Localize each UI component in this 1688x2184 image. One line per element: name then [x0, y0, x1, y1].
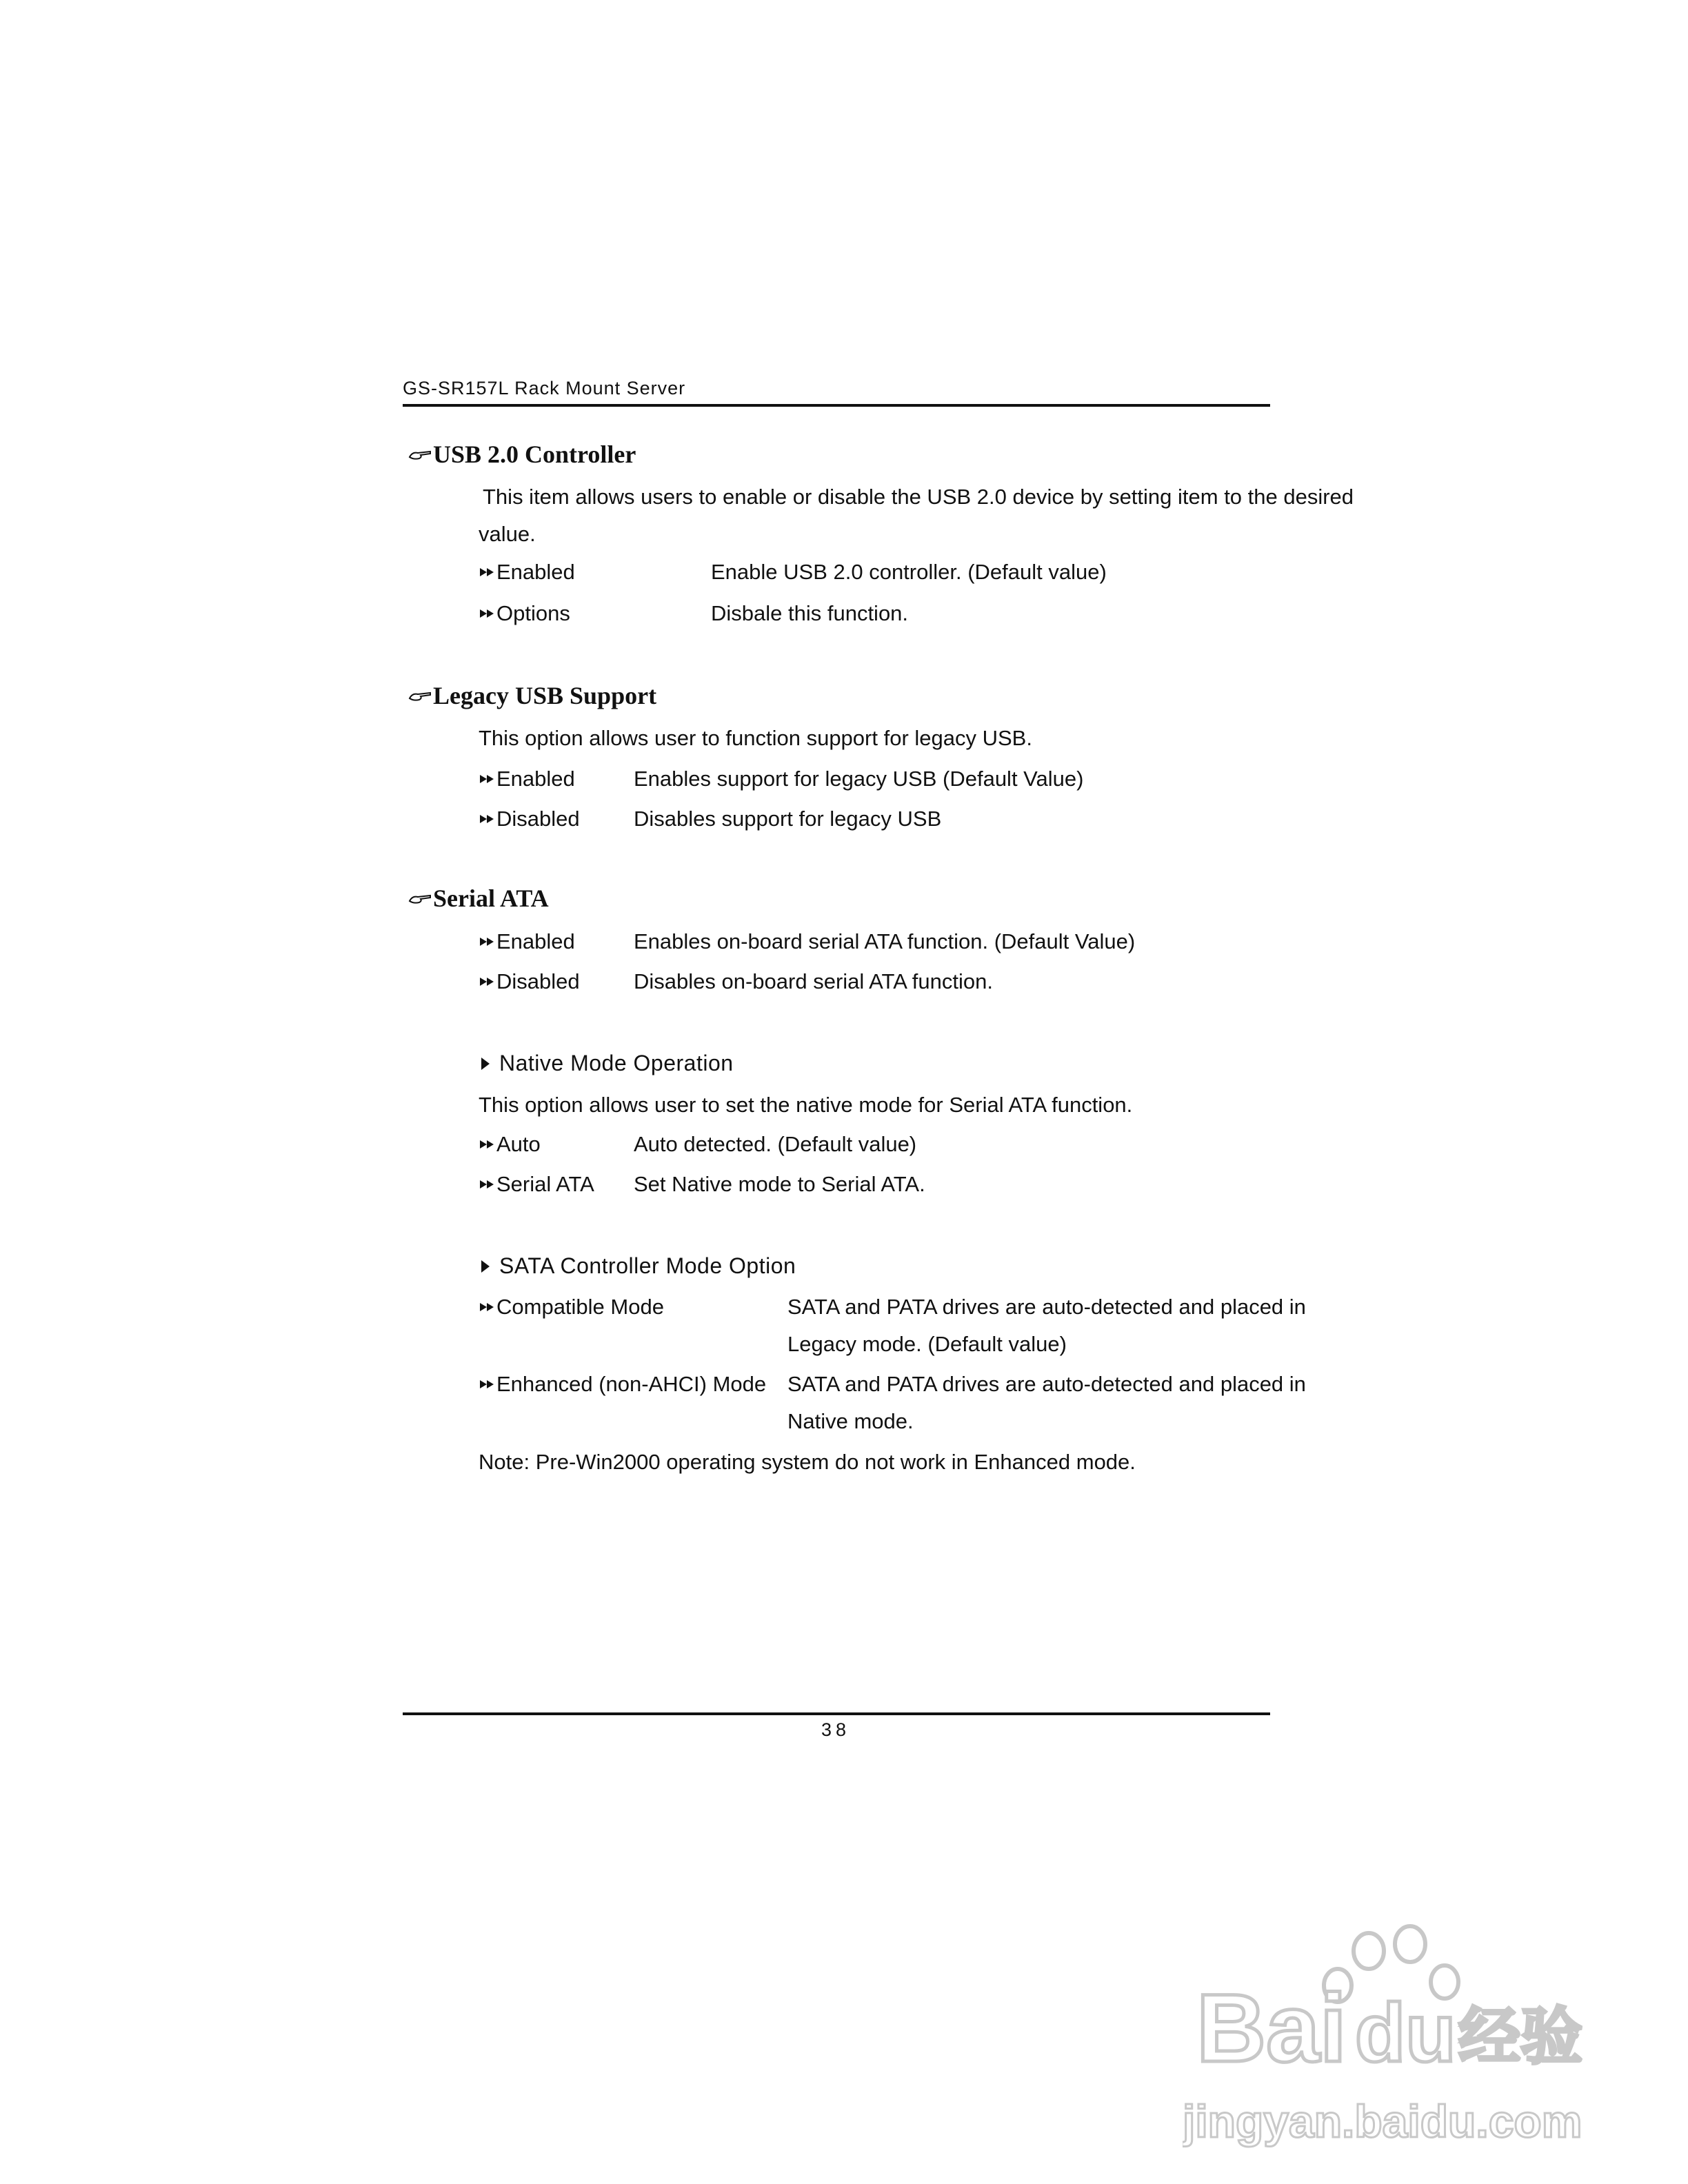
svg-text:Bai: Bai: [1196, 1974, 1347, 2082]
option-label: Disabled: [479, 969, 580, 994]
header-rule: [403, 404, 1270, 407]
subheading-sata-controller-mode: SATA Controller Mode Option: [479, 1253, 796, 1279]
option-label: Disabled: [479, 807, 580, 831]
option-description: Disables support for legacy USB: [634, 807, 942, 831]
option-description: Enables support for legacy USB (Default Value): [634, 767, 1084, 791]
pointing-hand-icon: [408, 689, 432, 702]
option-label: Serial ATA: [479, 1172, 594, 1197]
option-label: Auto: [479, 1132, 541, 1157]
section-title: USB 2.0 Controller: [433, 441, 636, 468]
section-title: Legacy USB Support: [433, 682, 657, 709]
double-arrow-icon: [479, 936, 496, 948]
option-description: Disbale this function.: [711, 601, 909, 625]
section-description: This option allows user to function support for legacy USB.: [479, 726, 1032, 750]
option-label: Compatible Mode: [479, 1295, 664, 1320]
svg-text:du: du: [1355, 1987, 1456, 2079]
section-description: This item allows users to enable or disable the USB 2.0 device by setting item to the desired: [483, 485, 1354, 509]
option-label: Enabled: [479, 929, 575, 954]
document-header: GS-SR157L Rack Mount Server: [403, 378, 686, 398]
option-description: Auto detected. (Default value): [634, 1132, 917, 1156]
triangle-right-icon: [479, 1259, 492, 1274]
double-arrow-icon: [479, 773, 496, 785]
option-label: Enhanced (non-AHCI) Mode: [479, 1372, 766, 1397]
double-arrow-icon: [479, 607, 496, 620]
double-arrow-icon: [479, 1138, 496, 1151]
section-description: value.: [479, 522, 536, 546]
section-title: Serial ATA: [433, 884, 549, 912]
double-arrow-icon: [479, 813, 496, 825]
pointing-hand-icon: [408, 447, 432, 461]
page-number: 38: [821, 1719, 851, 1740]
option-label: Options: [479, 601, 570, 626]
option-description: Set Native mode to Serial ATA.: [634, 1172, 925, 1196]
double-arrow-icon: [479, 975, 496, 988]
option-description: SATA and PATA drives are auto-detected and placed in: [787, 1372, 1306, 1396]
option-description: Native mode.: [787, 1409, 914, 1433]
footer-rule: [403, 1712, 1270, 1715]
svg-text:经验: 经验: [1458, 2001, 1582, 2073]
note: Note: Pre-Win2000 operating system do not work in Enhanced mode.: [479, 1450, 1136, 1474]
triangle-right-icon: [479, 1056, 492, 1071]
option-description: Legacy mode. (Default value): [787, 1332, 1067, 1356]
section-heading-legacy-usb: [408, 681, 656, 710]
option-description: SATA and PATA drives are auto-detected and placed in: [787, 1295, 1306, 1319]
double-arrow-icon: [479, 566, 496, 578]
option-description: Enable USB 2.0 controller. (Default value): [711, 560, 1107, 584]
option-description: Enables on-board serial ATA function. (Default Value): [634, 929, 1136, 953]
baidu-watermark-logo: [1183, 1903, 1582, 2165]
option-description: Disables on-board serial ATA function.: [634, 969, 993, 993]
subheading-native-mode: Native Mode Operation: [479, 1051, 734, 1076]
pointing-hand-icon: [408, 891, 432, 905]
double-arrow-icon: [479, 1178, 496, 1191]
double-arrow-icon: [479, 1301, 496, 1313]
double-arrow-icon: [479, 1378, 496, 1391]
option-label: Enabled: [479, 767, 575, 791]
option-label: Enabled: [479, 560, 575, 585]
section-heading-usb: [408, 440, 636, 469]
subsection-description: This option allows user to set the native mode for Serial ATA function.: [479, 1093, 1133, 1117]
section-heading-serial-ata: [408, 884, 549, 913]
svg-text:jingyan.baidu.com: jingyan.baidu.com: [1183, 2096, 1582, 2147]
